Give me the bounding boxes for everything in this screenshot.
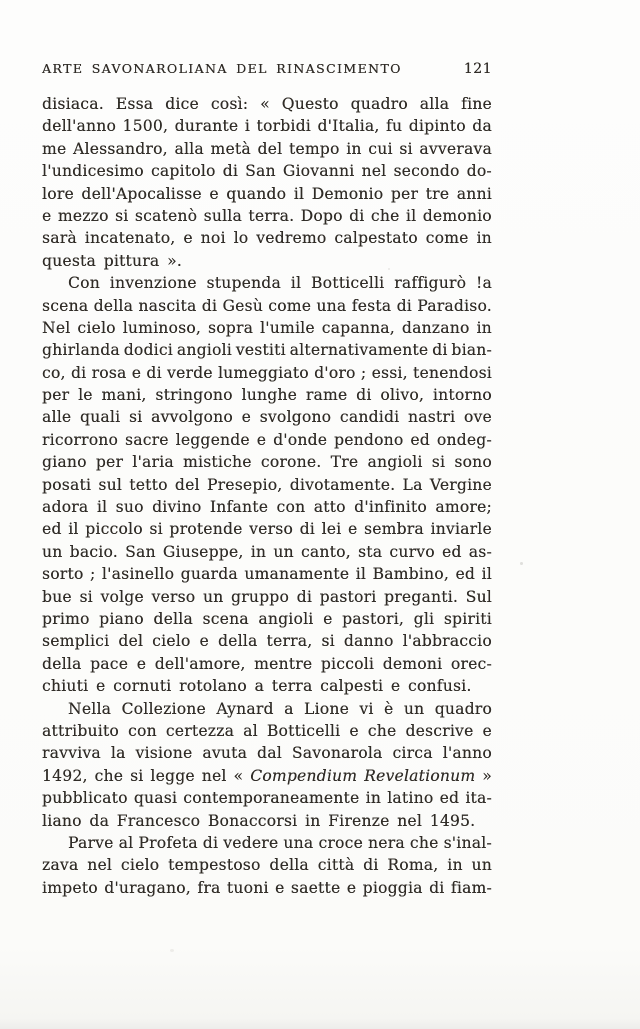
paragraph [42,832,492,899]
text-line: me Alessandro, alla metà del tempo in cui si avverava [42,139,492,158]
scan-speck [520,562,523,565]
text-line: impeto d'uragano, fra tuoni e saette e pioggia di fiam- [42,878,492,897]
text-line: adora il suo divino Infante con atto d'infinito amore; [42,498,492,517]
text-line: scena della nascita di Gesù come una festa di Paradiso. [42,296,492,315]
text-line: alle quali si avvolgono e svolgono candidi nastri ove [42,408,492,427]
text-line: Parve al Profeta di vedere una croce nera che s'inal- [68,833,492,852]
text-line: 1492, che si legge nel « Compendium Revelationum » [42,766,492,785]
text-line: posati sul tetto del Presepio, divotamente. La Vergine [42,475,492,494]
text-line: lore dell'Apocalisse e quando il Demonio per tre anni [42,184,492,203]
text-line: ricorrono sacre leggende e d'onde pendono ed ondeg- [42,430,492,449]
text-line: un bacio. San Giuseppe, in un canto, sta curvo ed as- [42,542,492,561]
text-line: sarà incatenato, e noi lo vedremo calpestato come in [42,229,492,248]
page-number: 121 [463,61,492,77]
text-line: ravviva la visione avuta dal Savonarola circa l'anno [42,744,492,763]
body-text [42,93,492,899]
text-line: Nella Collezione Aynard a Lione vi è un quadro [68,699,492,718]
scan-speck [170,949,174,952]
text-line: chiuti e cornuti rotolano a terra calpesti e confusi. [42,677,472,696]
text-line: dell'anno 1500, durante i torbidi d'Italia, fu dipinto da [42,117,492,136]
text-line: per le mani, stringono lunghe rame di olivo, intorno [42,386,492,405]
text-line: ed il piccolo si protende verso di lei e sembra inviarle [42,520,492,539]
text-line: giano per l'aria mistiche corone. Tre angioli si sono [42,453,492,472]
paragraph [42,93,492,272]
paragraph [42,272,492,697]
text-line: disiaca. Essa dice così: « Questo quadro alla fine [42,95,492,113]
text-line: l'undicesimo capitolo di San Giovanni nel secondo do- [42,162,492,181]
text-line: bue si volge verso un gruppo di pastori preganti. Sul [42,587,492,606]
text-line: Nel cielo luminoso, sopra l'umile capanna, danzano in [42,318,492,337]
text-line: della pace e dell'amore, mentre piccoli demoni orec- [42,654,492,673]
text-line: pubblicato quasi contemporaneamente in latino ed ita- [42,789,492,808]
text-line: primo piano della scena angioli e pastori, gli spiriti [42,609,492,628]
running-header [42,61,492,77]
scan-speck [388,268,390,270]
text-line: liano da Francesco Bonaccorsi in Firenze nel 1495. [42,811,476,830]
paragraph [42,698,492,832]
text-line: semplici del cielo e della terra, si danno l'abbraccio [42,632,492,651]
text-line: ghirlanda dodici angioli vestiti alternativamente di bian- [42,341,492,360]
text-line: questa pittura ». [42,251,182,270]
text-line: Con invenzione stupenda il Botticelli raffigurò !a [68,274,492,293]
text-line: co, di rosa e di verde lumeggiato d'oro ; essi, tenendosi [42,363,492,382]
text-line: sorto ; l'asinello guarda umanamente il Bambino, ed il [42,565,492,584]
text-line: attribuito con certezza al Botticelli e che descrive e [42,721,492,740]
text-line: zava nel cielo tempestoso della città di Roma, in un [42,856,492,875]
text-line: e mezzo si scatenò sulla terra. Dopo di che il demonio [42,206,492,225]
running-header-title: ARTE SAVONAROLIANA DEL RINASCIMENTO [42,61,402,76]
